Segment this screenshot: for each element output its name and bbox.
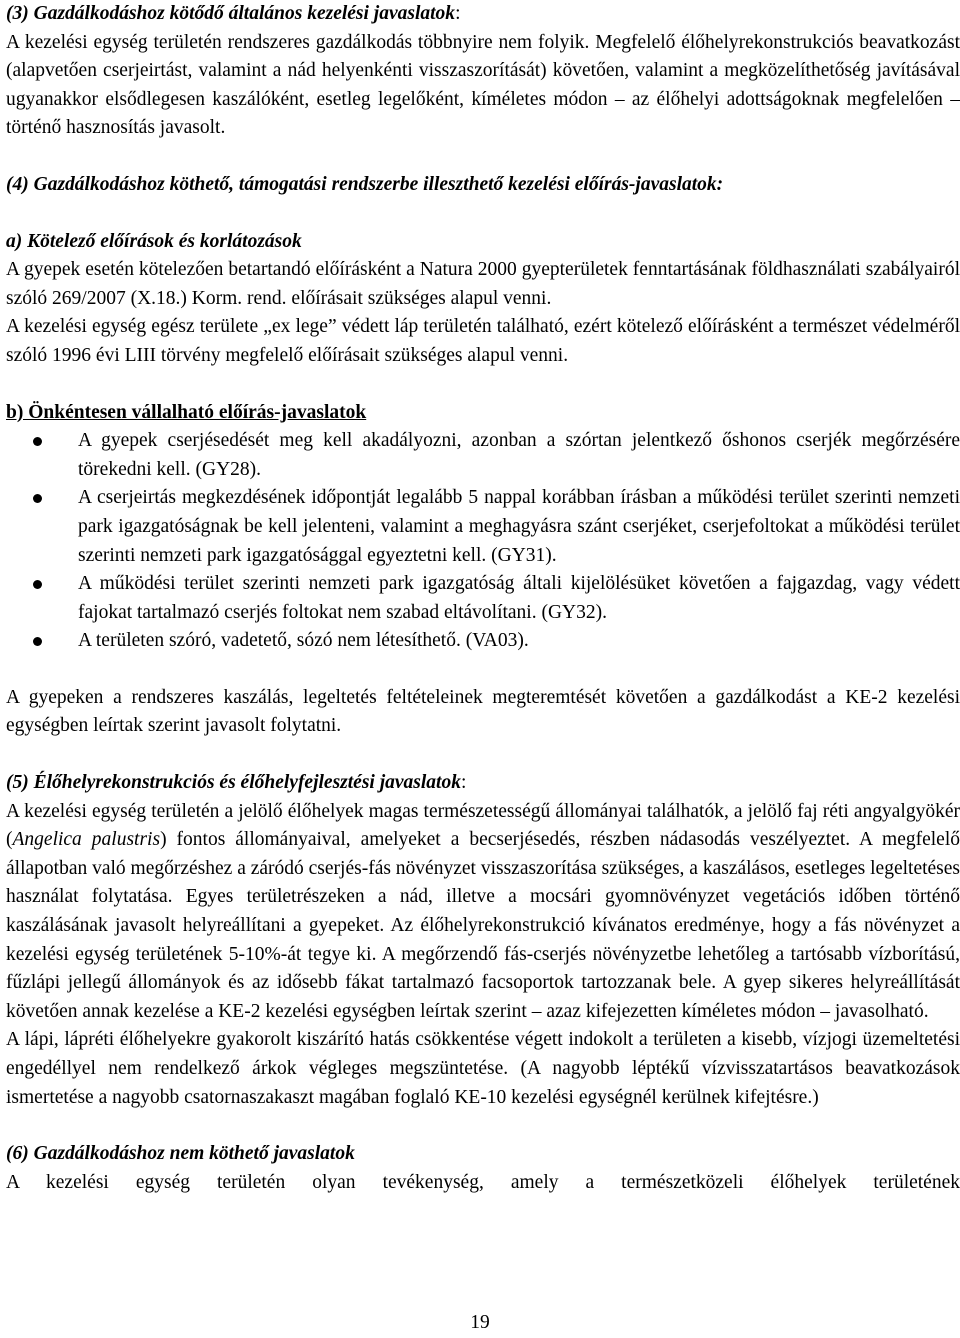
section-4a-subheading: a) Kötelező előírások és korlátozások <box>6 230 302 252</box>
spacer <box>6 741 960 769</box>
list-item <box>6 627 960 656</box>
list-item <box>6 570 960 627</box>
bullet-icon <box>33 580 42 589</box>
section-3-heading <box>6 0 960 29</box>
section-4b-subheading: b) Önkéntesen vállalható előírás-javaslatok <box>6 401 367 423</box>
spacer <box>6 200 960 228</box>
section-5-paragraph-2: A lápi, lápréti élőhelyekre gyakorolt kiszárító hatás csökkentése végett indokolt a területen a kisebb, vízjogi üzemeltetési engedéllyel nem rendelkező árkok végleges megszüntetése. (A nagyobb léptékű vízvisszatartásos beavatkozások ismertetése a nagyobb csatornaszakaszt magában foglaló KE-10 kezelési egységnél kerülnek kifejtésre.) <box>6 1029 960 1108</box>
section-4b-bullet-list <box>6 427 960 656</box>
section-4a-paragraph-2: A kezelési egység egész területe „ex lege” védett láp területén található, ezért kötelező előírásként a természet védelméről szóló 1996 évi LIII törvény megfelelő előírásait szükséges alapul venni. <box>6 316 960 366</box>
bullet-icon <box>33 637 42 646</box>
bullet-icon <box>33 437 42 446</box>
section-6-text: A kezelési egység területén olyan tevékenység, amely a természetközeli élőhelyek területének <box>6 1171 960 1193</box>
spacer <box>6 1112 960 1140</box>
section-3-text: A kezelési egység területén rendszeres gazdálkodás többnyire nem folyik. Megfelelő élőhelyrekonstrukciós beavatkozást (alapvetően cserjeirtást, valamint a nád helyenkénti visszaszorítását) követően, valamint a megközelíthetőség javításával ugyanakkor elsődlegesen kaszálóként, esetleg legelőként, kíméletes módon – az élőhelyi adottságoknak megfelelően – történő hasznosítás javasolt. <box>6 31 960 139</box>
list-item <box>6 427 960 484</box>
list-item <box>6 484 960 570</box>
section-5-heading-colon: : <box>460 772 467 794</box>
spacer <box>6 143 960 171</box>
bullet-icon <box>33 494 42 503</box>
section-5-paragraph-1 <box>6 798 960 1027</box>
species-name: Angelica palustris <box>12 829 161 851</box>
spacer <box>6 371 960 399</box>
section-5-p1-start: A kezelési egység területén a jelölő élőhelyek magas természetességű állományai találhatók, a jelölő faj réti angyalgyökér ( <box>6 800 960 851</box>
section-3-heading-text: (3) Gazdálkodáshoz kötődő általános kezelési javaslatok <box>6 3 456 24</box>
section-5-heading-text: (5) Élőhelyrekonstrukciós és élőhelyfejlesztési javaslatok <box>6 772 461 794</box>
spacer <box>6 656 960 684</box>
document-body <box>6 0 960 1197</box>
section-4-heading: (4) Gazdálkodáshoz köthető, támogatási rendszerbe illeszthető kezelési előírás-javaslatok: <box>6 173 724 195</box>
section-6-heading: (6) Gazdálkodáshoz nem köthető javaslatok <box>6 1143 355 1165</box>
page-number: 19 <box>470 1312 490 1333</box>
list-item-text: A cserjeirtás megkezdésének időpontját legalább 5 nappal korábban írásban a működési terület szerinti nemzeti park igazgatóságnak be kell jelenteni, valamint a meghagyásra szánt cserjéket, cserjefoltokat a működési terület szerinti nemzeti park igazgatósággal egyeztetni kell. (GY31). <box>78 487 960 566</box>
list-item-text: A gyepek cserjésedését meg kell akadályozni, azonban a szórtan jelentkező őshonos cserjék megőrzésére törekedni kell. (GY28). <box>78 430 960 480</box>
section-5-heading <box>6 769 960 798</box>
section-4-closing-paragraph: A gyepeken a rendszeres kaszálás, legeltetés feltételeinek megteremtését követően a gazdálkodást a KE-2 kezelési egységben leírtak szerint javasolt folytatni. <box>6 686 960 737</box>
list-item-text: A működési terület szerinti nemzeti park igazgatóság általi kijelölésüket követően a fajgazdag, vagy védett fajokat tartalmazó cserjés foltokat nem szabad eltávolítani. (GY32). <box>78 573 960 623</box>
list-item-text: A területen szóró, vadetető, sózó nem létesíthető. (VA03). <box>78 630 529 652</box>
section-4a-paragraph-1: A gyepek esetén kötelezően betartandó előírásként a Natura 2000 gyepterületek fenntartásának földhasználati szabályairól szóló 269/2007 (X.18.) Korm. rend. előírásait szükséges alapul venni. <box>6 259 960 309</box>
section-3-heading-colon: : <box>455 3 461 24</box>
section-5-p1-rest: ) fontos állományaival, amelyeket a becserjésedés, részben nádasodás veszélyeztet. A megfelelő állapotban való megőrzéshez a záródó cserjés-fás növényzet visszaszorítása szükséges, a kaszálásos, esetleges legeltetéses használat folytatása. Egyes területrészeken a nád, illetve a mocsári gyomnövényzet vegetációs időben történő kaszálásának javasolt helyreállítani a gyepeket. Az élőhelyrekonstrukció kívánatos eredménye, hogy a fás növényzet a kezelési egység területének 5-10%-át tegye ki. A megőrzendő fás-cserjés növényzetbe lehetőleg a tartósabb vízborítású, fűzlápi jellegű állományok és az idősebb fákat tartalmazó facsoportok tartozzanak bele. A gyep sikeres helyreállítását követően annak kezelése a KE-2 kezelési egységben leírtak szerint – azaz kifejezetten kíméletes módon – javasolható. <box>6 829 960 1022</box>
